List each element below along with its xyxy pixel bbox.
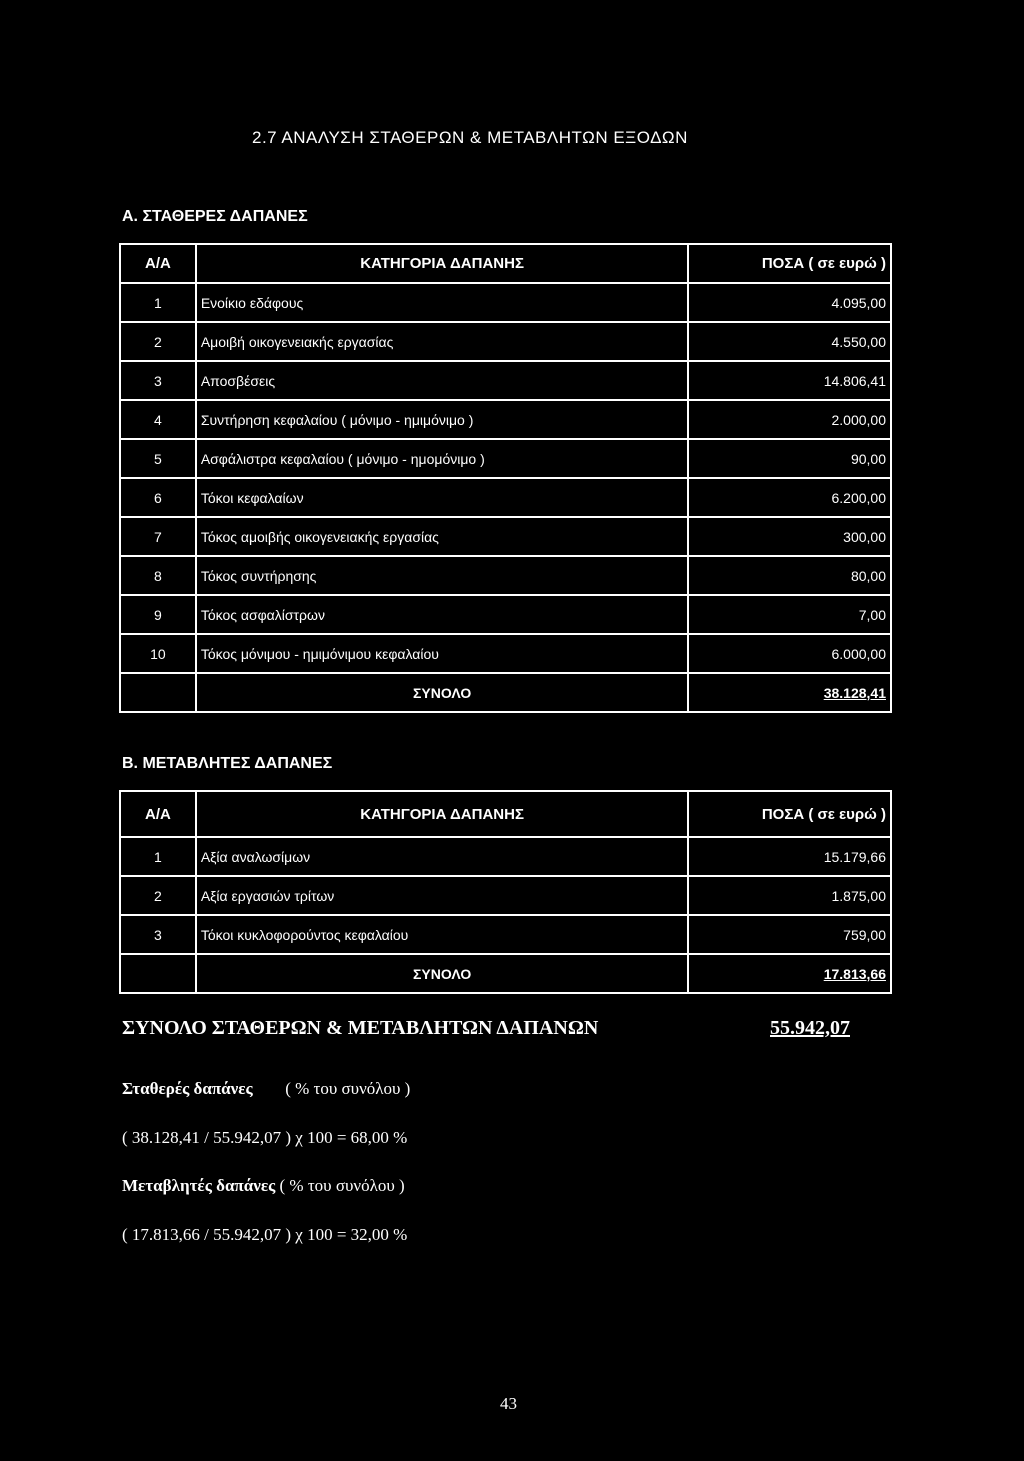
variable-expenses-heading: Β. ΜΕΤΑΒΛΗΤΕΣ ΔΑΠΑΝΕΣ bbox=[122, 755, 333, 772]
table-row bbox=[120, 400, 891, 439]
grand-total-label: ΣΥΝΟΛΟ ΣΤΑΘΕΡΩΝ & ΜΕΤΑΒΛΗΤΩΝ ΔΑΠΑΝΩΝ bbox=[122, 1017, 599, 1039]
table-row bbox=[120, 478, 891, 517]
row-number: 4 bbox=[120, 400, 196, 439]
table-header-row bbox=[120, 244, 891, 283]
fixed-share-calculation: ( 38.128,41 / 55.942,07 ) χ 100 = 68,00 % bbox=[122, 1128, 408, 1147]
row-category: Αμοιβή οικογενειακής εργασίας bbox=[196, 322, 689, 361]
table-row bbox=[120, 361, 891, 400]
total-amount: 38.128,41 bbox=[688, 673, 891, 712]
row-amount: 1.875,00 bbox=[688, 876, 891, 915]
table-row bbox=[120, 322, 891, 361]
row-number: 1 bbox=[120, 837, 196, 876]
row-amount: 7,00 bbox=[688, 595, 891, 634]
row-category: Συντήρηση κεφαλαίου ( μόνιμο - ημιμόνιμο ) bbox=[196, 400, 689, 439]
total-row bbox=[120, 954, 891, 993]
row-number: 3 bbox=[120, 915, 196, 954]
row-amount: 15.179,66 bbox=[688, 837, 891, 876]
fixed-expenses-table bbox=[119, 243, 892, 713]
column-header-amount: ΠΟΣΑ ( σε ευρώ ) bbox=[688, 244, 891, 283]
column-header-category: ΚΑΤΗΓΟΡΙΑ ΔΑΠΑΝΗΣ bbox=[196, 791, 689, 837]
total-spacer bbox=[120, 673, 196, 712]
table-row bbox=[120, 837, 891, 876]
row-amount: 4.550,00 bbox=[688, 322, 891, 361]
row-number: 2 bbox=[120, 322, 196, 361]
row-category: Τόκος συντήρησης bbox=[196, 556, 689, 595]
row-number: 5 bbox=[120, 439, 196, 478]
row-category: Ασφάλιστρα κεφαλαίου ( μόνιμο - ημομόνιμο ) bbox=[196, 439, 689, 478]
row-amount: 6.200,00 bbox=[688, 478, 891, 517]
row-category: Τόκοι κεφαλαίων bbox=[196, 478, 689, 517]
grand-total-amount: 55.942,07 bbox=[770, 1017, 850, 1039]
total-label: ΣΥΝΟΛΟ bbox=[196, 673, 689, 712]
total-label: ΣΥΝΟΛΟ bbox=[196, 954, 689, 993]
variable-share-note: ( % του συνόλου ) bbox=[279, 1176, 405, 1195]
row-number: 2 bbox=[120, 876, 196, 915]
table-row bbox=[120, 517, 891, 556]
row-amount: 80,00 bbox=[688, 556, 891, 595]
row-number: 1 bbox=[120, 283, 196, 322]
total-spacer bbox=[120, 954, 196, 993]
table-row bbox=[120, 556, 891, 595]
row-number: 10 bbox=[120, 634, 196, 673]
page-number: 43 bbox=[500, 1394, 517, 1413]
row-number: 6 bbox=[120, 478, 196, 517]
row-number: 7 bbox=[120, 517, 196, 556]
variable-expenses-table bbox=[119, 790, 892, 994]
variable-share-line bbox=[122, 1176, 405, 1196]
variable-share-calculation: ( 17.813,66 / 55.942,07 ) χ 100 = 32,00 % bbox=[122, 1225, 408, 1244]
row-amount: 2.000,00 bbox=[688, 400, 891, 439]
row-amount: 14.806,41 bbox=[688, 361, 891, 400]
column-header-num: Α/Α bbox=[120, 244, 196, 283]
table-row bbox=[120, 283, 891, 322]
row-amount: 759,00 bbox=[688, 915, 891, 954]
variable-share-label: Μεταβλητές δαπάνες bbox=[122, 1176, 276, 1195]
fixed-share-line bbox=[122, 1079, 410, 1099]
row-category: Τόκος μόνιμου - ημιμόνιμου κεφαλαίου bbox=[196, 634, 689, 673]
row-number: 3 bbox=[120, 361, 196, 400]
table-row bbox=[120, 634, 891, 673]
fixed-share-label: Σταθερές δαπάνες bbox=[122, 1079, 253, 1098]
row-category: Τόκοι κυκλοφορούντος κεφαλαίου bbox=[196, 915, 689, 954]
row-number: 9 bbox=[120, 595, 196, 634]
row-amount: 4.095,00 bbox=[688, 283, 891, 322]
row-amount: 6.000,00 bbox=[688, 634, 891, 673]
column-header-amount: ΠΟΣΑ ( σε ευρώ ) bbox=[688, 791, 891, 837]
table-row bbox=[120, 876, 891, 915]
column-header-num: Α/Α bbox=[120, 791, 196, 837]
table-row bbox=[120, 439, 891, 478]
row-category: Αξία αναλωσίμων bbox=[196, 837, 689, 876]
row-number: 8 bbox=[120, 556, 196, 595]
row-amount: 90,00 bbox=[688, 439, 891, 478]
row-category: Τόκος αμοιβής οικογενειακής εργασίας bbox=[196, 517, 689, 556]
page-title: 2.7 ΑΝΑΛΥΣΗ ΣΤΑΘΕΡΩΝ & ΜΕΤΑΒΛΗΤΩΝ ΕΞΟΔΩΝ bbox=[252, 128, 688, 147]
fixed-share-note: ( % του συνόλου ) bbox=[285, 1079, 411, 1098]
variable-expenses-table-wrap bbox=[119, 790, 892, 994]
total-row bbox=[120, 673, 891, 712]
row-category: Τόκος ασφαλίστρων bbox=[196, 595, 689, 634]
total-amount: 17.813,66 bbox=[688, 954, 891, 993]
row-amount: 300,00 bbox=[688, 517, 891, 556]
fixed-expenses-heading: Α. ΣΤΑΘΕΡΕΣ ΔΑΠΑΝΕΣ bbox=[122, 208, 308, 225]
row-category: Αξία εργασιών τρίτων bbox=[196, 876, 689, 915]
table-row bbox=[120, 915, 891, 954]
row-category: Αποσβέσεις bbox=[196, 361, 689, 400]
table-row bbox=[120, 595, 891, 634]
table-header-row bbox=[120, 791, 891, 837]
row-category: Ενοίκιο εδάφους bbox=[196, 283, 689, 322]
column-header-category: ΚΑΤΗΓΟΡΙΑ ΔΑΠΑΝΗΣ bbox=[196, 244, 689, 283]
